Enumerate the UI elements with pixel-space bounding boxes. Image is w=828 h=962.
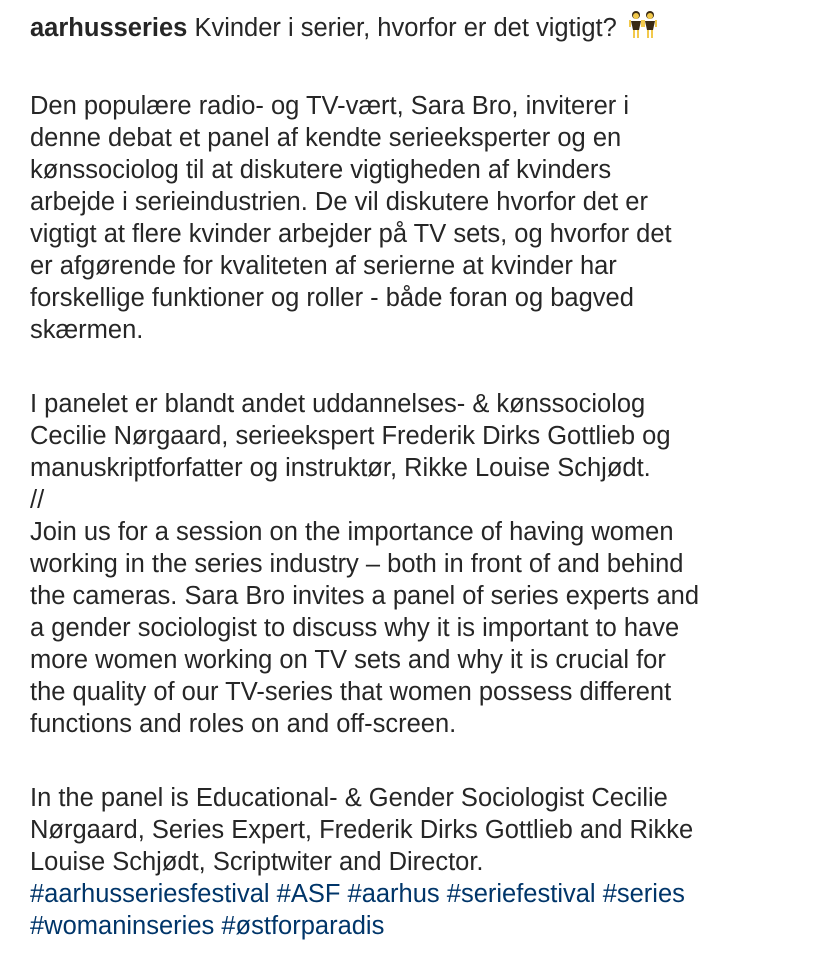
hashtag-link[interactable]: #series	[602, 880, 685, 908]
caption-headline-line	[30, 10, 800, 48]
hashtag-link[interactable]: #seriefestival	[446, 880, 596, 908]
hashtag-link[interactable]: #aarhus	[347, 880, 440, 908]
hashtag-link[interactable]: #ASF	[276, 880, 341, 908]
username-link[interactable]: aarhusseries	[30, 14, 188, 42]
hashtag-list	[30, 878, 800, 942]
paragraph-gap	[30, 48, 800, 90]
caption-paragraph-danish: Den populære radio- og TV-vært, Sara Bro, inviterer i denne debat et panel af kendte serieeksperter og en kønssociolog til at diskutere vigtigheden af kvinders arbejde i serieindustrien. De vil diskutere hvorfor det er vigtigt at flere kvinder arbejder på TV sets, og hvorfor det er afgørende for kvaliteten af serierne at kvinder har forskellige funktioner og roller - både foran og bagved skærmen.	[30, 92, 672, 344]
caption-paragraph-panel: I panelet er blandt andet uddannelses- & kønssociolog Cecilie Nørgaard, serieekspert Frederik Dirks Gottlieb og manuskriptforfatter og instruktør, Rikke Louise Schjødt. // Join us for a session on the importance of having women working in the series industry – both in front of and behind the cameras. Sara Bro invites a panel of series experts and a gender sociologist to discuss why it is important to have more women working on TV sets and why it is crucial for the quality of our TV-series that women possess different functions and roles on and off-screen.	[30, 390, 700, 738]
hashtag-link[interactable]: #aarhusseriesfestival	[30, 880, 270, 908]
caption-headline: Kvinder i serier, hvorfor er det vigtigt?	[194, 14, 617, 42]
hashtag-link[interactable]: #østforparadis	[221, 912, 385, 940]
paragraph-gap	[30, 740, 800, 782]
dancing-women-emoji-icon	[626, 10, 660, 48]
caption-paragraph-english-panel: In the panel is Educational- & Gender Sociologist Cecilie Nørgaard, Series Expert, Frederik Dirks Gottlieb and Rikke Louise Schjødt, Scriptwiter and Director.	[30, 784, 694, 876]
post-caption	[30, 10, 800, 942]
hashtag-link[interactable]: #womaninseries	[30, 912, 215, 940]
paragraph-gap	[30, 346, 800, 388]
